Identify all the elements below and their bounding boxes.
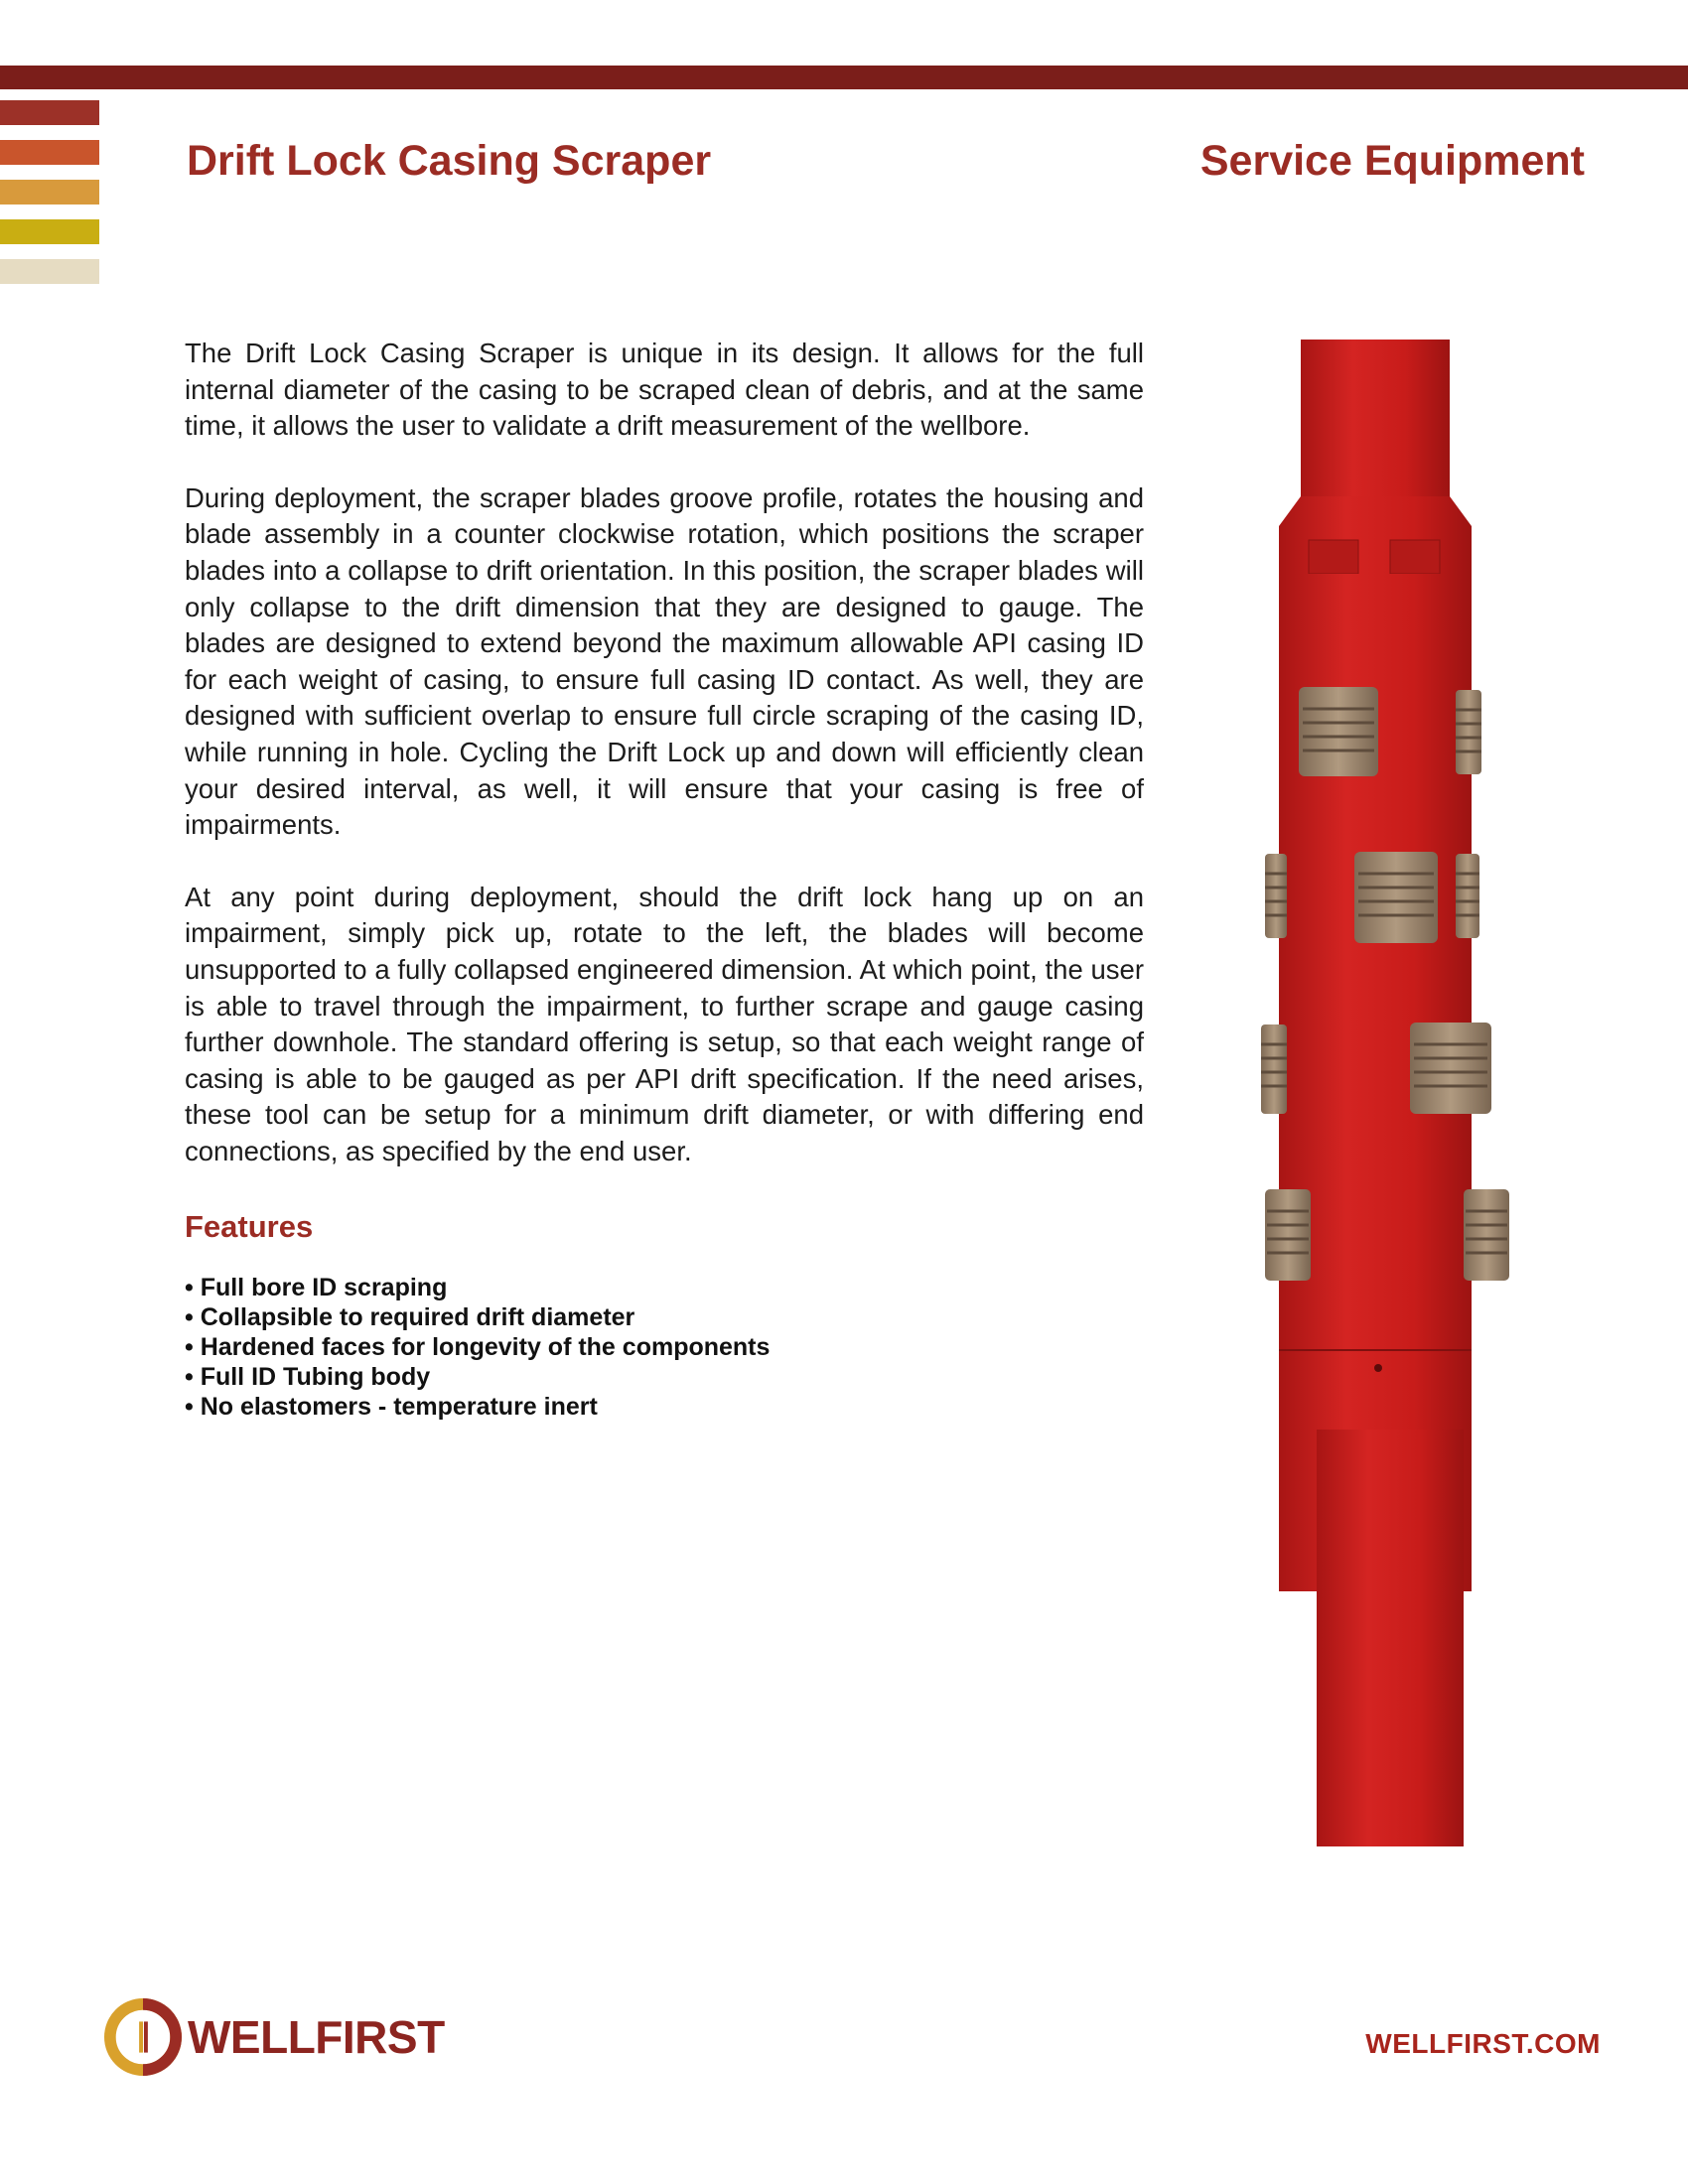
stripe-4 — [0, 219, 99, 244]
feature-item: • Full bore ID scraping — [185, 1274, 448, 1302]
page-category: Service Equipment — [1199, 137, 1585, 185]
casing-scraper-tool-illustration — [1251, 328, 1549, 1856]
header-bar — [0, 66, 1688, 89]
stripe-1 — [0, 100, 99, 125]
main-content — [185, 336, 1144, 1422]
feature-item: • Hardened faces for longevity of the components — [185, 1333, 771, 1362]
wellfirst-logo-icon — [104, 1998, 182, 2076]
brand-stripes — [0, 100, 99, 299]
paragraph-impairment: At any point during deployment, should the drift lock hang up on an impairment, simply pick up, rotate to the left, the blades will become unsupported to a fully collapsed engineered dimension. At which point, the user is able to travel through the impairment, to further scrape and gauge casing further downhole. The standard offering is setup, so that each weight range of casing is able to be gauged as per API drift specification. If the need arises, these tool can be setup for a minimum drift diameter, or with differing end connections, as specified by the end user. — [185, 881, 1144, 1166]
features-heading: Features — [185, 1209, 314, 1245]
paragraph-intro: The Drift Lock Casing Scraper is unique in its design. It allows for the full internal diameter of the casing to be scraped clean of debris, and at the same time, it allows the user to validate a drift measurement of the wellbore. — [185, 338, 1144, 442]
logo-wordmark: WELLFIRST — [188, 2011, 445, 2063]
stripe-5 — [0, 259, 99, 284]
feature-item: • No elastomers - temperature inert — [185, 1393, 598, 1422]
stripe-2 — [0, 140, 99, 165]
features-list — [185, 1273, 1144, 1422]
feature-item: • Full ID Tubing body — [185, 1363, 431, 1392]
page-title: Drift Lock Casing Scraper — [187, 137, 712, 185]
company-logo — [104, 1998, 445, 2076]
feature-item: • Collapsible to required drift diameter — [185, 1303, 635, 1332]
stripe-3 — [0, 180, 99, 205]
footer-website-link[interactable]: WELLFIRST.COM — [1365, 2028, 1601, 2059]
paragraph-deployment: During deployment, the scraper blades groove profile, rotates the housing and blade assembly in a counter clockwise rotation, which positions the scraper blades into a collapse to drift orientation. In this position, the scraper blades will only collapse to the drift dimension that they are designed to gauge. The blades are designed to extend beyond the maximum allowable API casing ID for each weight of casing, to ensure full casing ID contact. As well, they are designed with sufficient overlap to ensure full circle scraping of the casing ID, while running in hole. Cycling the Drift Lock up and down will efficiently clean your desired interval, as well, it will ensure that your casing is free of impairments. — [185, 481, 1144, 841]
